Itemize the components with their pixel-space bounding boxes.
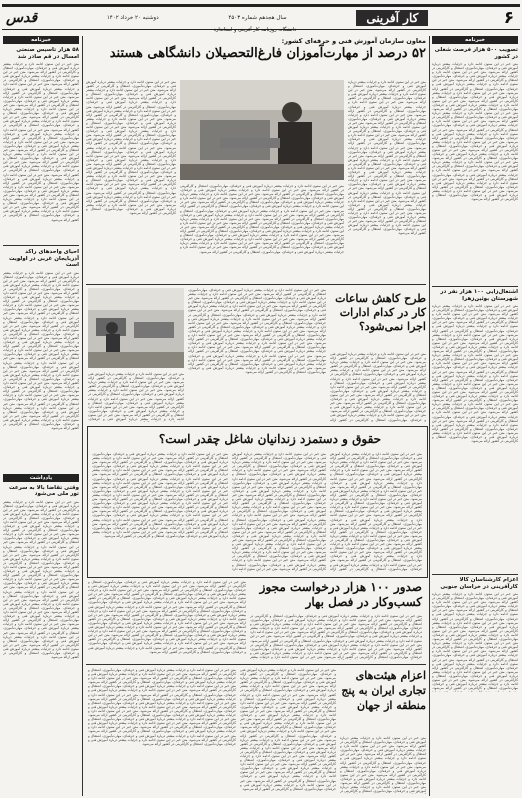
divider (86, 284, 426, 285)
masthead-subtitle: دانشگاه، روزنامه کار آفرینی و استاندارد (213, 27, 297, 33)
right-item2-body: متن خبر در این ستون ادامه دارد و جزئیات بیشتر درباره آموزش فنی و حرفه‌ای، مهارت‌آموزی، اشتغال و کارآفرینی در کشور ارائه می‌شود. متن خبر در این ستون ادامه دارد و جزئیات بیشتر درباره آموزش فنی و حرفه‌ای، مهارت‌آموزی، اشتغال و کارآفرینی در کشور ارائه می‌شود. متن خبر در این ستون ادامه دارد و جزئیات بیشتر درباره آموزش فنی و حرفه‌ای، مهارت‌آموزی، اشتغال و کارآفرینی در کشور ارائه می‌شود. متن خبر در این ستون ادامه دارد و جزئیات بیشتر درباره آموزش فنی و حرفه‌ای، مهارت‌آموزی، اشتغال و کارآفرینی در کشور ارائه می‌شود. متن خبر در این ستون ادامه دارد و جزئیات بیشتر درباره آموزش فنی و حرفه‌ای، مهارت‌آموزی، اشتغال و کارآفرینی در کشور ارائه می‌شود. متن خبر در این ستون ادامه دارد و جزئیات بیشتر درباره آموزش فنی و حرفه‌ای، مهارت‌آموزی، اشتغال و کارآفرینی در کشور ارائه می‌شود. متن خبر در این ستون ادامه دارد و جزئیات بیشتر درباره آموزش فنی و حرفه‌ای، مهارت‌آموزی، اشتغال و کارآفرینی در کشور ارائه می‌شود. متن خبر در این ستون ادامه دارد و جزئیات بیشتر درباره آموزش فنی و حرفه‌ای، مهارت‌آموزی، اشتغال و کارآفرینی در کشور ارائه می‌شود. متن خبر در این ستون ادامه دارد و جزئیات بیشتر درباره آموزش فنی و حرفه‌ای، مهارت‌آموزی، اشتغال و کارآفرینی در کشور ارائه می‌شود. متن خبر در این ستون ادامه دارد و جزئیات بیشتر درباره آموزش فنی و حرفه‌ای، مهارت‌آموزی، اشتغال و کارآفرینی در کشور ارائه می‌شود. متن خبر در این ستون ادامه دارد و جزئیات بیشتر درباره آموزش فنی و حرفه‌ای، مهارت‌آموزی، اشتغال و کارآفرینی در کشور ارائه می‌شود. متن خبر در این ستون ادامه دارد و جزئیات بیشتر درباره آموزش فنی و حرفه‌ای، مهارت‌آموزی، اشتغال و کارآفرینی در کشور ارائه می‌شود. متن خبر در این ستون ادامه دارد و جزئیات بیشتر درباره آموزش فنی و حرفه‌ای، مهارت‌آموزی، اشتغال و کارآفرینی در کشور ارائه می‌شود. متن خبر در این ستون ادامه دارد و جزئیات بیشتر درباره آموزش فنی و حرفه‌ای، مهارت‌آموزی، اشتغال و کارآفرینی در کشور ارائه می‌شود. (432, 304, 518, 444)
section-title: کار آفرینی (356, 10, 428, 26)
right-item1-title: تصویب ۵۰۰ هزار فرصت شغلی در کشور (434, 47, 518, 60)
left-item3-body: متن خبر در این ستون ادامه دارد و جزئیات بیشتر درباره آموزش فنی و حرفه‌ای، مهارت‌آموزی، اشتغال و کارآفرینی در کشور ارائه می‌شود. متن خبر در این ستون ادامه دارد و جزئیات بیشتر درباره آموزش فنی و حرفه‌ای، مهارت‌آموزی، اشتغال و کارآفرینی در کشور ارائه می‌شود. متن خبر در این ستون ادامه دارد و جزئیات بیشتر درباره آموزش فنی و حرفه‌ای، مهارت‌آموزی، اشتغال و کارآفرینی در کشور ارائه می‌شود. متن خبر در این ستون ادامه دارد و جزئیات بیشتر درباره آموزش فنی و حرفه‌ای، مهارت‌آموزی، اشتغال و کارآفرینی در کشور ارائه می‌شود. متن خبر در این ستون ادامه دارد و جزئیات بیشتر درباره آموزش فنی و حرفه‌ای، مهارت‌آموزی، اشتغال و کارآفرینی در کشور ارائه می‌شود. متن خبر در این ستون ادامه دارد و جزئیات بیشتر درباره آموزش فنی و حرفه‌ای، مهارت‌آموزی، اشتغال و کارآفرینی در کشور ارائه می‌شود. متن خبر در این ستون ادامه دارد و جزئیات بیشتر درباره آموزش فنی و حرفه‌ای، مهارت‌آموزی، اشتغال و کارآفرینی در کشور ارائه می‌شود. متن خبر در این ستون ادامه دارد و جزئیات بیشتر درباره آموزش فنی و حرفه‌ای، مهارت‌آموزی، اشتغال و کارآفرینی در کشور ارائه می‌شود. متن خبر در این ستون ادامه دارد و جزئیات بیشتر درباره آموزش فنی و حرفه‌ای، مهارت‌آموزی، اشتغال و کارآفرینی در کشور ارائه می‌شود. متن خبر در این ستون ادامه دارد و جزئیات بیشتر درباره آموزش فنی و حرفه‌ای، مهارت‌آموزی، اشتغال و کارآفرینی در کشور ارائه می‌شود. متن خبر در این ستون ادامه دارد و جزئیات بیشتر درباره آموزش فنی و حرفه‌ای، مهارت‌آموزی، اشتغال و کارآفرینی در کشور ارائه می‌شود. متن خبر در این ستون ادامه دارد و جزئیات بیشتر درباره آموزش فنی و حرفه‌ای، مهارت‌آموزی، اشتغال و کارآفرینی در کشور ارائه می‌شود. متن خبر در این ستون ادامه دارد و جزئیات بیشتر درباره آموزش فنی و حرفه‌ای، مهارت‌آموزی، اشتغال و کارآفرینی در کشور ارائه می‌شود. متن خبر در این ستون ادامه دارد و جزئیات بیشتر درباره آموزش فنی و حرفه‌ای، مهارت‌آموزی، اشتغال و کارآفرینی در کشور ارائه می‌شود. (3, 499, 79, 660)
story2-body-col3: متن خبر در این ستون ادامه دارد و جزئیات بیشتر درباره آموزش فنی و حرفه‌ای، مهارت‌آموزی، اشتغال و کارآفرینی در کشور ارائه می‌شود. متن خبر در این ستون ادامه دارد و جزئیات بیشتر درباره آموزش فنی و حرفه‌ای، مهارت‌آموزی، اشتغال و کارآفرینی در کشور ارائه می‌شود. متن خبر در این ستون ادامه دارد و جزئیات بیشتر درباره آموزش فنی و حرفه‌ای، مهارت‌آموزی، اشتغال و کارآفرینی در کشور ارائه می‌شود. متن خبر در این ستون ادامه دارد و جزئیات بیشتر درباره آموزش فنی و حرفه‌ای، مهارت‌آموزی، اشتغال و کارآفرینی در کشور ارائه می‌شود. متن خبر در این ستون ادامه دارد و جزئیات بیشتر درباره آموزش فنی و حرفه‌ای، مهارت‌آموزی، اشتغال و کارآفرینی در کشور ارائه می‌شود. متن خبر در این ستون ادامه دارد و جزئیات بیشتر درباره آموزش فنی و حرفه‌ای، مهارت‌آموزی، اشتغال و کارآفرینی در کشور ارائه می‌شود. متن خبر در این ستون ادامه دارد و جزئیات بیشتر درباره آموزش فنی و حرفه‌ای، مهارت‌آموزی، اشتغال و کارآفرینی در کشور ارائه می‌شود. متن خبر در این ستون ادامه دارد و جزئیات بیشتر درباره آموزش فنی و حرفه‌ای، مهارت‌آموزی، اشتغال و کارآفرینی در کشور ارائه (330, 352, 426, 422)
divider (3, 245, 79, 246)
lead-kicker: معاون سازمان آموزش فنی و حرفه‌ای کشور: (281, 37, 426, 45)
divider (86, 664, 426, 665)
page-number: ۶ (503, 8, 515, 28)
right-item3-body: متن خبر در این ستون ادامه دارد و جزئیات بیشتر درباره آموزش فنی و حرفه‌ای، مهارت‌آموزی، اشتغال و کارآفرینی در کشور ارائه می‌شود. متن خبر در این ستون ادامه دارد و جزئیات بیشتر درباره آموزش فنی و حرفه‌ای، مهارت‌آموزی، اشتغال و کارآفرینی در کشور ارائه می‌شود. متن خبر در این ستون ادامه دارد و جزئیات بیشتر درباره آموزش فنی و حرفه‌ای، مهارت‌آموزی، اشتغال و کارآفرینی در کشور ارائه می‌شود. متن خبر در این ستون ادامه دارد و جزئیات بیشتر درباره آموزش فنی و حرفه‌ای، مهارت‌آموزی، اشتغال و کارآفرینی در کشور ارائه می‌شود. متن خبر در این ستون ادامه دارد و جزئیات بیشتر درباره آموزش فنی و حرفه‌ای، مهارت‌آموزی، اشتغال و کارآفرینی در کشور ارائه می‌شود. متن خبر در این ستون ادامه دارد و جزئیات بیشتر درباره آموزش فنی و حرفه‌ای، مهارت‌آموزی، اشتغال و کارآفرینی در کشور ارائه می‌شود. متن خبر در این ستون ادامه دارد و جزئیات بیشتر درباره آموزش فنی و حرفه‌ای، مهارت‌آموزی، اشتغال و کارآفرینی در کشور ارائه می‌شود. متن خبر در این ستون ادامه دارد و جزئیات بیشتر درباره آموزش فنی و حرفه‌ای، مهارت‌آموزی، اشتغال و کارآفرینی در کشور ارائه می‌شود. متن خبر در این ستون ادامه دارد و جزئیات بیشتر درباره آموزش فنی و حرفه‌ای، مهارت‌آموزی، اشتغال و کارآفرینی در کشور ارائه می‌شود. متن خبر در این ستون ادامه دارد و جزئیات بیشتر درباره آموزش فنی و حرفه‌ای، مهارت‌آموزی، اشتغال و کارآفرینی در کشور ارائه می‌شود. (432, 592, 518, 691)
story5-body-col3: متن خبر در این ستون ادامه دارد و جزئیات بیشتر درباره آموزش فنی و حرفه‌ای، مهارت‌آموزی، اشتغال و کارآفرینی در کشور ارائه می‌شود. متن خبر در این ستون ادامه دارد و جزئیات بیشتر درباره آموزش فنی و حرفه‌ای، مهارت‌آموزی، اشتغال و کارآفرینی در کشور ارائه می‌شود. متن خبر در این ستون ادامه دارد و جزئیات بیشتر درباره آموزش فنی و حرفه‌ای، مهارت‌آموزی، اشتغال و کارآفرینی در کشور ارائه می‌شود. متن خبر در این ستون ادامه دارد و جزئیات بیشتر درباره آموزش فنی و حرفه‌ای، مهارت‌آموزی، اشتغال و کارآفرینی در کشور ارائه می‌شود. متن خبر در این ستون ادامه دارد و جزئیات بیشتر درباره آموزش فنی و حرفه‌ای، مهارت‌آموزی، اشتغال و کارآفرینی در کشور ارائه می‌شود. متن خبر در این ستون ادامه دارد و جزئیات بیشتر درباره آموزش فنی و حرفه‌ای، مهارت‌آموزی، اشتغال و کارآفرینی در کشور ارائه می‌شود. متن خبر در این ستون ادامه دارد و جزئیات بیشتر درباره آموزش فنی و حرفه‌ای، مهارت‌آموزی، اشتغال و کارآفرینی در کشور ارائه می‌شود. متن خبر در این ستون ادامه دارد و جزئیات بیشتر درباره آموزش فنی و حرفه‌ای، مهارت‌آموزی، اشتغال و کارآفرینی در کشور ارائه می‌شود. متن خبر در این ستون ادامه دارد و جزئیات بیشتر درباره آموزش فنی و حرفه‌ای، مهارت‌آموزی، اشتغال و کارآفرینی در کشور ارائه می‌شود. متن خبر در این ستون ادامه دارد و جزئیات بیشتر درباره آموزش فنی و حرفه‌ای، مهارت‌آموزی، اشتغال و کارآفرینی در کشور ارائه می‌شود. متن خبر در این ستون ادامه دارد و جزئیات بیشتر درباره آموزش فنی و حرفه‌ای، مهارت‌آموزی، اشتغال و کارآفرینی در کشور ارائه می‌شود. متن خبر در این ستون ادامه دارد و جزئیات بیشتر درباره آموزش فنی و حرفه‌ای، مهارت‌آموزی، اشتغال و کارآفرینی در کشور ارائه می‌شود. متن خبر در این ستون ادامه دارد و جزئیات بیشتر درباره آموزش فنی و حرفه‌ای، مهارت‌آموزی، اشتغال و کارآفرینی در کشور ارائه می‌شود. متن خبر در این ستون ادامه دارد و جزئیات بیشتر درباره آموزش فنی و حرفه‌ای، مهارت‌آموزی، اشتغال و کارآفرینی در کشور ارائه می‌شود. (88, 668, 236, 746)
story5-headline: اعزام هیئت‌های تجاری ایران به پنج منطقه از جهان (341, 669, 426, 712)
story5-body-col2: متن خبر در این ستون ادامه دارد و جزئیات بیشتر درباره آموزش فنی و حرفه‌ای، مهارت‌آموزی، اشتغال و کارآفرینی در کشور ارائه می‌شود. متن خبر در این ستون ادامه دارد و جزئیات بیشتر درباره آموزش فنی و حرفه‌ای، مهارت‌آموزی، اشتغال و کارآفرینی در کشور ارائه می‌شود. متن خبر در این ستون ادامه دارد و جزئیات بیشتر درباره آموزش فنی و حرفه‌ای، مهارت‌آموزی، اشتغال و کارآفرینی در کشور ارائه می‌شود. متن خبر در این ستون ادامه دارد و جزئیات بیشتر درباره آموزش فنی و حرفه‌ای، مهارت‌آموزی، اشتغال و کارآفرینی در کشور ارائه می‌شود. متن خبر در این ستون ادامه دارد و جزئیات بیشتر درباره آموزش فنی و حرفه‌ای، مهارت‌آموزی، اشتغال و کارآفرینی در کشور ارائه می‌شود. متن خبر در این ستون ادامه دارد و جزئیات بیشتر درباره آموزش فنی و حرفه‌ای، مهارت‌آموزی، اشتغال و کارآفرینی در کشور ارائه می‌شود. متن خبر در این ستون ادامه دارد و جزئیات بیشتر درباره آموزش فنی و حرفه‌ای، مهارت‌آموزی، اشتغال و کارآفرینی در کشور ارائه می‌شود. متن خبر در این ستون ادامه دارد و جزئیات بیشتر درباره آموزش فنی و حرفه‌ای، مهارت‌آموزی، اشتغال و کارآفرینی در کشور ارائه می‌شود. متن خبر در این ستون ادامه دارد و جزئیات بیشتر درباره آموزش فنی و حرفه‌ای، مهارت‌آموزی، اشتغال و کارآفرینی در کشور ارائه می‌شود. متن خبر در این ستون ادامه دارد و جزئیات بیشتر درباره آموزش فنی و حرفه‌ای، مهارت‌آموزی، اشتغال و کارآفرینی در کشور ارائه می‌شود. متن خبر در این ستون ادامه دارد و جزئیات بیشتر درباره آموزش فنی و حرفه‌ای، مهارت‌آموزی، اشتغال و کارآفرینی در کشور ارائه می‌شود. متن خبر در این ستون ادامه دارد و جزئیات بیشتر درباره آموزش فنی و حرفه‌ای، مهارت‌آموزی، اشتغال و کارآفرینی در کشور ارائه می‌شود. متن خبر در این ستون ادامه دارد و جزئیات بیشتر درباره آموزش فنی و حرفه‌ای، مهارت‌آموزی، اشتغال و کارآفرینی در کشور ارائه می‌شود. متن خبر در این ستون ادامه دارد و جزئیات بیشتر درباره آموزش فنی و حرفه‌ای، مهارت‌آموزی، اشتغال و کارآفرینی در کشور ارائه می‌شود. (240, 668, 336, 791)
left-item1-body: متن خبر در این ستون ادامه دارد و جزئیات بیشتر درباره آموزش فنی و حرفه‌ای، مهارت‌آموزی، اشتغال و کارآفرینی در کشور ارائه می‌شود. متن خبر در این ستون ادامه دارد و جزئیات بیشتر درباره آموزش فنی و حرفه‌ای، مهارت‌آموزی، اشتغال و کارآفرینی در کشور ارائه می‌شود. متن خبر در این ستون ادامه دارد و جزئیات بیشتر درباره آموزش فنی و حرفه‌ای، مهارت‌آموزی، اشتغال و کارآفرینی در کشور ارائه می‌شود. متن خبر در این ستون ادامه دارد و جزئیات بیشتر درباره آموزش فنی و حرفه‌ای، مهارت‌آموزی، اشتغال و کارآفرینی در کشور ارائه می‌شود. متن خبر در این ستون ادامه دارد و جزئیات بیشتر درباره آموزش فنی و حرفه‌ای، مهارت‌آموزی، اشتغال و کارآفرینی در کشور ارائه می‌شود. متن خبر در این ستون ادامه دارد و جزئیات بیشتر درباره آموزش فنی و حرفه‌ای، مهارت‌آموزی، اشتغال و کارآفرینی در کشور ارائه می‌شود. متن خبر در این ستون ادامه دارد و جزئیات بیشتر درباره آموزش فنی و حرفه‌ای، مهارت‌آموزی، اشتغال و کارآفرینی در کشور ارائه می‌شود. متن خبر در این ستون ادامه دارد و جزئیات بیشتر درباره آموزش فنی و حرفه‌ای، مهارت‌آموزی، اشتغال و کارآفرینی در کشور ارائه می‌شود. متن خبر در این ستون ادامه دارد و جزئیات بیشتر درباره آموزش فنی و حرفه‌ای، مهارت‌آموزی، اشتغال و کارآفرینی در کشور ارائه می‌شود. متن خبر در این ستون ادامه دارد و جزئیات بیشتر درباره آموزش فنی و حرفه‌ای، مهارت‌آموزی، اشتغال و کارآفرینی در کشور ارائه می‌شود. متن خبر در این ستون ادامه دارد و جزئیات بیشتر درباره آموزش فنی و حرفه‌ای، مهارت‌آموزی، اشتغال و کارآفرینی در کشور ارائه می‌شود. متن خبر در این ستون ادامه دارد و جزئیات بیشتر درباره آموزش فنی و حرفه‌ای، مهارت‌آموزی، اشتغال و کارآفرینی در کشور ارائه می‌شود. متن خبر در این ستون ادامه دارد و جزئیات بیشتر درباره آموزش فنی و حرفه‌ای، مهارت‌آموزی، اشتغال و کارآفرینی در کشور ارائه می‌شود. متن خبر در این ستون ادامه دارد و جزئیات بیشتر درباره آموزش فنی و حرفه‌ای، مهارت‌آموزی، اشتغال و کارآفرینی در کشور ارائه می‌شود. (3, 62, 79, 222)
left-item3-title: وقتی تقاضا بالا به سرعت تور ملی می‌شود (9, 484, 79, 497)
story2-headline: طرح کاهش ساعات کار در کدام ادارات اجرا نمی‌شود؟ (335, 292, 426, 333)
lead-headline: ۵۲ درصد از مهارت‌آموزان فارغ‌التحصیلان دانشگاهی هستند (109, 46, 426, 61)
workshop-photo-icon (180, 80, 344, 180)
story4-body-col1: متن خبر در این ستون ادامه دارد و جزئیات بیشتر درباره آموزش فنی و حرفه‌ای، مهارت‌آموزی، اشتغال و کارآفرینی در کشور ارائه می‌شود. متن خبر در این ستون ادامه دارد و جزئیات بیشتر درباره آموزش فنی و حرفه‌ای، مهارت‌آموزی، اشتغال و کارآفرینی در کشور ارائه می‌شود. متن خبر در این ستون ادامه دارد و جزئیات بیشتر درباره آموزش فنی و حرفه‌ای، مهارت‌آموزی، اشتغال و کارآفرینی در کشور ارائه می‌شود. متن خبر در این ستون ادامه دارد و جزئیات بیشتر درباره آموزش فنی و حرفه‌ای، مهارت‌آموزی، اشتغال و کارآفرینی در کشور ارائه می‌شود. متن خبر در این ستون ادامه دارد و جزئیات بیشتر درباره آموزش فنی و حرفه‌ای، مهارت‌آموزی، اشتغال و کارآفرینی در کشور ارائه می‌شود. متن خبر در این ستون ادامه دارد و جزئیات بیشتر درباره آموزش فنی و حرفه‌ای، مهارت‌آموزی، اشتغال و کارآفرینی در کشور ارائه می‌شود. متن خبر در این ستون ادامه دارد و جزئیات بیشتر درباره آموزش فنی و حرفه‌ای، مهارت‌آموزی، اشتغال و کارآفرینی در کشور ارائه می‌شود. متن خبر در این ستون ادامه دارد و جزئیات بیشتر درباره آموزش فنی و حرفه‌ای، مهارت‌آموزی، اشتغال و کارآفرینی در کشور ارائه می‌شود. متن خبر در این ستون ادامه دارد و جزئیات بیشتر درباره آموزش فنی و حرفه‌ای، مهارت‌آموزی، اشتغال و کارآفرینی در کشور ارائه می‌شود. متن خبر در این ستون ادامه دارد و جزئیات بیشتر (250, 614, 422, 659)
lead-body-col3: متن خبر در این ستون ادامه دارد و جزئیات بیشتر درباره آموزش فنی و حرفه‌ای، مهارت‌آموزی، اشتغال و کارآفرینی در کشور ارائه می‌شود. متن خبر در این ستون ادامه دارد و جزئیات بیشتر درباره آموزش فنی و حرفه‌ای، مهارت‌آموزی، اشتغال و کارآفرینی در کشور ارائه می‌شود. متن خبر در این ستون ادامه دارد و جزئیات بیشتر درباره آموزش فنی و حرفه‌ای، مهارت‌آموزی، اشتغال و کارآفرینی در کشور ارائه می‌شود. متن خبر در این ستون ادامه دارد و جزئیات بیشتر درباره آموزش فنی و حرفه‌ای، مهارت‌آموزی، اشتغال و کارآفرینی در کشور ارائه می‌شود. متن خبر در این ستون ادامه دارد و جزئیات بیشتر درباره آموزش فنی و حرفه‌ای، مهارت‌آموزی، اشتغال و کارآفرینی در کشور ارائه می‌شود. متن خبر در این ستون ادامه دارد و جزئیات بیشتر درباره آموزش فنی و حرفه‌ای، مهارت‌آموزی، اشتغال و کارآفرینی در کشور ارائه می‌شود. متن خبر در این ستون ادامه دارد و جزئیات بیشتر درباره آموزش فنی و حرفه‌ای، مهارت‌آموزی، اشتغال و کارآفرینی در کشور ارائه می‌شود. متن خبر در این ستون ادامه دارد و جزئیات بیشتر درباره آموزش فنی و حرفه‌ای، مهارت‌آموزی، اشتغال و کارآفرینی در کشور ارائه می‌شود. متن خبر در این ستون ادامه دارد و جزئیات بیشتر درباره آموزش فنی و حرفه‌ای، مهارت‌آموزی، اشتغال و کارآفرینی در کشور ارائه می‌شود. متن خبر در این ستون ادامه دارد و جزئیات بیشتر درباره آموزش فنی و حرفه‌ای، مهارت‌آموزی، اشتغال و کارآفرینی در کشور ارائه می‌شود. متن خبر در این ستون ادامه دارد و جزئیات بیشتر درباره آموزش فنی و حرفه‌ای، مهارت‌آموزی، اشتغال و کارآفرینی در کشور ارائه می‌شود. متن خبر در این ستون ادامه دارد و جزئیات بیشتر درباره آموزش فنی و حرفه‌ای، مهارت‌آموزی، اشتغال و کارآفرینی در کشور ارائه می‌شود. متن خبر در این ستون ادامه دارد و جزئیات بیشتر درباره آموزش فنی و حرفه‌ای، مهارت‌آموزی، اشتغال و کارآفرینی در کشور ارائه می‌شود. متن خبر در این ستون ادامه دارد و جزئیات بیشتر درباره آموزش فنی و حرفه‌ای، مهارت‌آموزی، اشتغال و کارآفرینی در کشور ارائه می‌شود. (180, 184, 344, 254)
right-item1-body: متن خبر در این ستون ادامه دارد و جزئیات بیشتر درباره آموزش فنی و حرفه‌ای، مهارت‌آموزی، اشتغال و کارآفرینی در کشور ارائه می‌شود. متن خبر در این ستون ادامه دارد و جزئیات بیشتر درباره آموزش فنی و حرفه‌ای، مهارت‌آموزی، اشتغال و کارآفرینی در کشور ارائه می‌شود. متن خبر در این ستون ادامه دارد و جزئیات بیشتر درباره آموزش فنی و حرفه‌ای، مهارت‌آموزی، اشتغال و کارآفرینی در کشور ارائه می‌شود. متن خبر در این ستون ادامه دارد و جزئیات بیشتر درباره آموزش فنی و حرفه‌ای، مهارت‌آموزی، اشتغال و کارآفرینی در کشور ارائه می‌شود. متن خبر در این ستون ادامه دارد و جزئیات بیشتر درباره آموزش فنی و حرفه‌ای، مهارت‌آموزی، اشتغال و کارآفرینی در کشور ارائه می‌شود. متن خبر در این ستون ادامه دارد و جزئیات بیشتر درباره آموزش فنی و حرفه‌ای، مهارت‌آموزی، اشتغال و کارآفرینی در کشور ارائه می‌شود. متن خبر در این ستون ادامه دارد و جزئیات بیشتر درباره آموزش فنی و حرفه‌ای، مهارت‌آموزی، اشتغال و کارآفرینی در کشور ارائه می‌شود. متن خبر در این ستون ادامه دارد و جزئیات بیشتر درباره آموزش فنی و حرفه‌ای، مهارت‌آموزی، اشتغال و کارآفرینی در کشور ارائه می‌شود. متن خبر در این ستون ادامه دارد و جزئیات بیشتر درباره آموزش فنی و حرفه‌ای، مهارت‌آموزی، اشتغال و کارآفرینی در کشور ارائه می‌شود. متن خبر در این ستون ادامه دارد و جزئیات بیشتر درباره آموزش فنی و حرفه‌ای، مهارت‌آموزی، اشتغال و کارآفرینی در کشور ارائه می‌شود. متن خبر در این ستون ادامه دارد و جزئیات بیشتر درباره آموزش فنی و حرفه‌ای، مهارت‌آموزی، اشتغال و کارآفرینی در کشور ارائه می‌شود. متن خبر در این ستون ادامه دارد و جزئیات بیشتر درباره آموزش فنی و حرفه‌ای، مهارت‌آموزی، اشتغال و کارآفرینی در کشور ارائه می‌شود. متن خبر در این ستون ادامه دارد و جزئیات بیشتر درباره آموزش فنی و حرفه‌ای، مهارت‌آموزی، اشتغال و کارآفرینی در کشور ارائه می‌شود. متن خبر در این ستون ادامه دارد و جزئیات بیشتر درباره آموزش فنی و حرفه‌ای، مهارت‌آموزی، اشتغال و کارآفرینی در کشور ارائه می‌شود. (432, 62, 518, 202)
right-item2-title: اشتغال‌زایی ۱۰۰ هزار نفر در شهرستان بوئین‌زهرا (440, 289, 518, 302)
left-sidebar-label2: یادداشت (3, 474, 79, 482)
office-photo-icon (88, 288, 184, 368)
left-sidebar (3, 36, 79, 796)
issue-info: سال هجدهم شماره ۴۵۰۳ (228, 15, 287, 21)
divider (432, 286, 518, 287)
issue-date: دوشنبه ۲۰ خرداد ۱۴۰۲ (106, 15, 159, 21)
left-item2-body: متن خبر در این ستون ادامه دارد و جزئیات بیشتر درباره آموزش فنی و حرفه‌ای، مهارت‌آموزی، اشتغال و کارآفرینی در کشور ارائه می‌شود. متن خبر در این ستون ادامه دارد و جزئیات بیشتر درباره آموزش فنی و حرفه‌ای، مهارت‌آموزی، اشتغال و کارآفرینی در کشور ارائه می‌شود. متن خبر در این ستون ادامه دارد و جزئیات بیشتر درباره آموزش فنی و حرفه‌ای، مهارت‌آموزی، اشتغال و کارآفرینی در کشور ارائه می‌شود. متن خبر در این ستون ادامه دارد و جزئیات بیشتر درباره آموزش فنی و حرفه‌ای، مهارت‌آموزی، اشتغال و کارآفرینی در کشور ارائه می‌شود. متن خبر در این ستون ادامه دارد و جزئیات بیشتر درباره آموزش فنی و حرفه‌ای، مهارت‌آموزی، اشتغال و کارآفرینی در کشور ارائه می‌شود. متن خبر در این ستون ادامه دارد و جزئیات بیشتر درباره آموزش فنی و حرفه‌ای، مهارت‌آموزی، اشتغال و کارآفرینی در کشور ارائه می‌شود. متن خبر در این ستون ادامه دارد و جزئیات بیشتر درباره آموزش فنی و حرفه‌ای، مهارت‌آموزی، اشتغال و کارآفرینی در کشور ارائه می‌شود. متن خبر در این ستون ادامه دارد و جزئیات بیشتر درباره آموزش فنی و حرفه‌ای، مهارت‌آموزی، اشتغال و کارآفرینی در کشور ارائه می‌شود. متن خبر در این ستون ادامه دارد و جزئیات بیشتر درباره آموزش فنی و حرفه‌ای، مهارت‌آموزی، اشتغال و کارآفرینی در کشور ارائه می‌شود. متن خبر در این ستون ادامه دارد و جزئیات بیشتر درباره آموزش فنی و حرفه‌ای، مهارت‌آموزی، اشتغال و کارآفرینی در کشور ارائه می‌شود. متن خبر در این ستون ادامه دارد و جزئیات بیشتر درباره آموزش فنی و حرفه‌ای، مهارت‌آموزی، اشتغال و کارآفرینی در کشور ارائه می‌شود. متن خبر در این ستون ادامه دارد و جزئیات بیشتر درباره آموزش فنی و حرفه‌ای، مهارت‌آموزی، اشتغال و کارآفرینی در کشور ارائه می‌شود. متن خبر در این ستون ادامه دارد و جزئیات بیشتر درباره آموزش فنی و حرفه‌ای، مهارت‌آموزی، اشتغال و کارآفرینی در کشور ارائه می‌شود. متن خبر در این ستون ادامه دارد و جزئیات بیشتر درباره آموزش فنی و حرفه‌ای، مهارت‌آموزی، اشتغال و کارآفرینی در کشور ارائه می‌شود. (3, 270, 79, 431)
column-rule (429, 36, 430, 796)
story5-body-col1: متن خبر در این ستون ادامه دارد و جزئیات بیشتر درباره آموزش فنی و حرفه‌ای، مهارت‌آموزی، اشتغال و کارآفرینی در کشور ارائه می‌شود. متن خبر در این ستون ادامه دارد و جزئیات بیشتر درباره آموزش فنی و حرفه‌ای، مهارت‌آموزی، اشتغال و کارآفرینی در کشور ارائه می‌شود. متن خبر در این ستون ادامه دارد و جزئیات بیشتر درباره آموزش فنی و حرفه‌ای، مهارت‌آموزی، اشتغال و کارآفرینی در کشور ارائه می‌شود. متن خبر در این ستون ادامه دارد و جزئیات بیشتر درباره آموزش فنی و حرفه‌ای، مهارت‌آموزی، اشتغال و کارآفرینی در کشور ارائه می‌شود. متن خبر در این ستون ادامه دارد و جزئیات بیشتر درباره آموزش فنی و حرفه‌ای، مهارت‌آموزی، اشتغال و کارآفرینی در کشور ارائه می‌شود. متن خبر در این ستون ادامه دارد و جزئیات بیشتر درباره آموزش فنی و حرفه‌ای، مهارت‌آموزی، اشتغال و کارآفرینی در (340, 736, 426, 794)
story4-headline: صدور ۱۰۰ هزار درخواست مجوز کسب‌وکار در فصل بهار (259, 580, 422, 609)
left-item2-title: احیای واحدهای راکد آذربایجان غربی در اولویت است (8, 249, 79, 268)
lead-photo (180, 80, 344, 180)
right-item3-title: اعزام کارشناسان کالا کارآفرینی در خراسان جنوبی (440, 577, 518, 590)
left-sidebar-label: خبرنامه (3, 36, 79, 44)
office-photo (88, 288, 184, 368)
left-item1-title: ۵۸ هزار تاسیس صنعتی امسال در قم صادر شد (16, 47, 79, 60)
story3-body-col1: متن خبر در این ستون ادامه دارد و جزئیات بیشتر درباره آموزش فنی و حرفه‌ای، مهارت‌آموزی، اشتغال و کارآفرینی در کشور ارائه می‌شود. متن خبر در این ستون ادامه دارد و جزئیات بیشتر درباره آموزش فنی و حرفه‌ای، مهارت‌آموزی، اشتغال و کارآفرینی در کشور ارائه می‌شود. متن خبر در این ستون ادامه دارد و جزئیات بیشتر درباره آموزش فنی و حرفه‌ای، مهارت‌آموزی، اشتغال و کارآفرینی در کشور ارائه می‌شود. متن خبر در این ستون ادامه دارد و جزئیات بیشتر درباره آموزش فنی و حرفه‌ای، مهارت‌آموزی، اشتغال و کارآفرینی در کشور ارائه می‌شود. متن خبر در این ستون ادامه دارد و جزئیات بیشتر درباره آموزش فنی و حرفه‌ای، مهارت‌آموزی، اشتغال و کارآفرینی در کشور ارائه می‌شود. متن خبر در این ستون ادامه دارد و جزئیات بیشتر درباره آموزش فنی و حرفه‌ای، مهارت‌آموزی، اشتغال و کارآفرینی در کشور ارائه می‌شود. متن خبر در این ستون ادامه دارد و جزئیات بیشتر درباره آموزش فنی و حرفه‌ای، مهارت‌آموزی، اشتغال و کارآفرینی در کشور ارائه می‌شود. متن خبر در این ستون ادامه دارد و جزئیات بیشتر درباره آموزش فنی و حرفه‌ای، مهارت‌آموزی، اشتغال و کارآفرینی در کشور ارائه می‌شود. متن خبر در این ستون ادامه دارد و جزئیات بیشتر درباره آموزش فنی و حرفه‌ای، مهارت‌آموزی، اشتغال و کارآفرینی در کشور ارائه می‌شود. متن خبر در این ستون ادامه دارد و جزئیات بیشتر درباره آموزش فنی و حرفه‌ای، مهارت‌آموزی، اشتغال و کارآفرینی در کشور ارائه می‌شود. متن خبر در این ستون ادامه دارد و جزئیات بیشتر درباره آموزش فنی و حرفه‌ای، مهارت‌آموزی، اشتغال و کارآفرینی در کشور ارائه می‌شود. متن خبر در این ستون ادامه دارد و جزئیات بیشتر درباره آموزش فنی و حرفه‌ای، مهارت‌آموزی، اشتغال و کارآفرینی در کشور ارائه می‌شود. متن خبر در این ستون ادامه دارد و جزئیات بیشتر درباره آموزش فنی و حرفه‌ای، مهارت‌آموزی، اشتغال و کارآفرینی در کشور ارائه (330, 452, 422, 571)
right-sidebar (432, 36, 518, 691)
story3-body-col2: متن خبر در این ستون ادامه دارد و جزئیات بیشتر درباره آموزش فنی و حرفه‌ای، مهارت‌آموزی، اشتغال و کارآفرینی در کشور ارائه می‌شود. متن خبر در این ستون ادامه دارد و جزئیات بیشتر درباره آموزش فنی و حرفه‌ای، مهارت‌آموزی، اشتغال و کارآفرینی در کشور ارائه می‌شود. متن خبر در این ستون ادامه دارد و جزئیات بیشتر درباره آموزش فنی و حرفه‌ای، مهارت‌آموزی، اشتغال و کارآفرینی در کشور ارائه می‌شود. متن خبر در این ستون ادامه دارد و جزئیات بیشتر درباره آموزش فنی و حرفه‌ای، مهارت‌آموزی، اشتغال و کارآفرینی در کشور ارائه می‌شود. متن خبر در این ستون ادامه دارد و جزئیات بیشتر درباره آموزش فنی و حرفه‌ای، مهارت‌آموزی، اشتغال و کارآفرینی در کشور ارائه می‌شود. متن خبر در این ستون ادامه دارد و جزئیات بیشتر درباره آموزش فنی و حرفه‌ای، مهارت‌آموزی، اشتغال و کارآفرینی در کشور ارائه می‌شود. متن خبر در این ستون ادامه دارد و جزئیات بیشتر درباره آموزش فنی و حرفه‌ای، مهارت‌آموزی، اشتغال و کارآفرینی در کشور ارائه می‌شود. متن خبر در این ستون ادامه دارد و جزئیات بیشتر درباره آموزش فنی و حرفه‌ای، مهارت‌آموزی، اشتغال و کارآفرینی در کشور ارائه می‌شود. متن خبر در این ستون ادامه دارد و جزئیات بیشتر درباره آموزش فنی و حرفه‌ای، مهارت‌آموزی، اشتغال و کارآفرینی در کشور ارائه می‌شود. متن خبر در این ستون ادامه دارد و جزئیات بیشتر درباره آموزش فنی و حرفه‌ای، مهارت‌آموزی، اشتغال و کارآفرینی در کشور ارائه می‌شود. متن خبر در این ستون ادامه دارد و جزئیات بیشتر درباره آموزش فنی و حرفه‌ای، مهارت‌آموزی، اشتغال و کارآفرینی در کشور ارائه می‌شود. متن خبر در این ستون ادامه دارد و جزئیات بیشتر درباره آموزش فنی و حرفه‌ای، مهارت‌آموزی، اشتغال و کارآفرینی در کشور ارائه می‌شود. متن خبر در این ستون ادامه دارد و جزئیات بیشتر درباره آموزش فنی و حرفه‌ای، مهارت‌آموزی، اشتغال و کارآفرینی در کشور ارائه می‌شود. متن خبر در این ستون ادامه دارد (232, 452, 326, 571)
divider (432, 574, 518, 575)
lead-body-col1: متن خبر در این ستون ادامه دارد و جزئیات بیشتر درباره آموزش فنی و حرفه‌ای، مهارت‌آموزی، اشتغال و کارآفرینی در کشور ارائه می‌شود. متن خبر در این ستون ادامه دارد و جزئیات بیشتر درباره آموزش فنی و حرفه‌ای، مهارت‌آموزی، اشتغال و کارآفرینی در کشور ارائه می‌شود. متن خبر در این ستون ادامه دارد و جزئیات بیشتر درباره آموزش فنی و حرفه‌ای، مهارت‌آموزی، اشتغال و کارآفرینی در کشور ارائه می‌شود. متن خبر در این ستون ادامه دارد و جزئیات بیشتر درباره آموزش فنی و حرفه‌ای، مهارت‌آموزی، اشتغال و کارآفرینی در کشور ارائه می‌شود. متن خبر در این ستون ادامه دارد و جزئیات بیشتر درباره آموزش فنی و حرفه‌ای، مهارت‌آموزی، اشتغال و کارآفرینی در کشور ارائه می‌شود. متن خبر در این ستون ادامه دارد و جزئیات بیشتر درباره آموزش فنی و حرفه‌ای، مهارت‌آموزی، اشتغال و کارآفرینی در کشور ارائه می‌شود. متن خبر در این ستون ادامه دارد و جزئیات بیشتر درباره آموزش فنی و حرفه‌ای، مهارت‌آموزی، اشتغال و کارآفرینی در کشور ارائه می‌شود. متن خبر در این ستون ادامه دارد و جزئیات بیشتر درباره آموزش فنی و حرفه‌ای، مهارت‌آموزی، اشتغال و کارآفرینی در کشور ارائه می‌شود. متن خبر در این ستون ادامه دارد و جزئیات بیشتر درباره آموزش فنی و حرفه‌ای، مهارت‌آموزی، اشتغال و کارآفرینی در کشور ارائه می‌شود. متن خبر در این ستون ادامه دارد و جزئیات بیشتر درباره آموزش فنی و حرفه‌ای، مهارت‌آموزی، اشتغال و کارآفرینی در کشور ارائه می‌شود. متن خبر در این ستون ادامه دارد و جزئیات بیشتر درباره آموزش فنی و حرفه‌ای، مهارت‌آموزی، اشتغال و کارآفرینی در کشور ارائه می‌شود. متن خبر در این ستون ادامه دارد و جزئیات بیشتر درباره آموزش فنی و حرفه‌ای، مهارت‌آموزی، اشتغال و کارآفرینی در کشور ارائه می‌شود. متن خبر در این ستون ادامه دارد و جزئیات بیشتر درباره آموزش فنی و حرفه‌ای، مهارت‌آموزی، اشتغال و کارآفرینی در کشور ارائه می‌شود. متن خبر در این ستون ادامه دارد و جزئیات بیشتر درباره آموزش فنی و حرفه‌ای، مهارت‌آموزی، اشتغال و کارآفرینی در کشور ارائه می‌شود. (348, 80, 426, 236)
newspaper-logo: قدس (6, 10, 38, 26)
story4-body-col2: متن خبر در این ستون ادامه دارد و جزئیات بیشتر درباره آموزش فنی و حرفه‌ای، مهارت‌آموزی، اشتغال و کارآفرینی در کشور ارائه می‌شود. متن خبر در این ستون ادامه دارد و جزئیات بیشتر درباره آموزش فنی و حرفه‌ای، مهارت‌آموزی، اشتغال و کارآفرینی در کشور ارائه می‌شود. متن خبر در این ستون ادامه دارد و جزئیات بیشتر درباره آموزش فنی و حرفه‌ای، مهارت‌آموزی، اشتغال و کارآفرینی در کشور ارائه می‌شود. متن خبر در این ستون ادامه دارد و جزئیات بیشتر درباره آموزش فنی و حرفه‌ای، مهارت‌آموزی، اشتغال و کارآفرینی در کشور ارائه می‌شود. متن خبر در این ستون ادامه دارد و جزئیات بیشتر درباره آموزش فنی و حرفه‌ای، مهارت‌آموزی، اشتغال و کارآفرینی در کشور ارائه می‌شود. متن خبر در این ستون ادامه دارد و جزئیات بیشتر درباره آموزش فنی و حرفه‌ای، مهارت‌آموزی، اشتغال و کارآفرینی در کشور ارائه می‌شود. متن خبر در این ستون ادامه دارد و جزئیات بیشتر درباره آموزش فنی و حرفه‌ای، مهارت‌آموزی، اشتغال و کارآفرینی در کشور ارائه می‌شود. متن خبر در این ستون ادامه دارد و جزئیات بیشتر درباره آموزش فنی و حرفه‌ای، مهارت‌آموزی، اشتغال و کارآفرینی در کشور ارائه می‌شود. متن خبر در این ستون ادامه دارد و جزئیات بیشتر درباره آموزش فنی و حرفه‌ای، مهارت‌آموزی، اشتغال و کارآفرینی در کشور ارائه می‌شود. متن خبر در این ستون ادامه دارد و جزئیات بیشتر درباره آموزش فنی و حرفه‌ای، مهارت‌آموزی، اشتغال و کارآفرینی در کشور ارائه می‌شود. متن خبر در این ستون ادامه دارد و جزئیات بیشتر درباره آموزش فنی و حرفه‌ای، مهارت‌آموزی، اشتغال و کارآفرینی در کشور ارائه می‌شود. متن خبر در این ستون ادامه دارد و جزئیات بیشتر درباره آموزش فنی و حرفه‌ای، مهارت‌آموزی، اشتغال و کارآفرینی در کشور ارائه می‌شود. متن خبر در این ستون ادامه دارد و جزئیات بیشتر درباره آموزش فنی و حرفه‌ای، مهارت‌آموزی، اشتغال و کارآفرینی در کشور ارائه می‌شود. متن خبر در این ستون ادامه دارد و جزئیات بیشتر درباره آموزش فنی و حرفه‌ای، مهارت‌آموزی، اشتغال و کارآفرینی در کشور ارائه می‌شود. (88, 580, 246, 654)
right-sidebar-label: خبرنامه (432, 36, 518, 44)
story2-body-col1: متن خبر در این ستون ادامه دارد و جزئیات بیشتر درباره آموزش فنی و حرفه‌ای، مهارت‌آموزی، اشتغال و کارآفرینی در کشور ارائه می‌شود. متن خبر در این ستون ادامه دارد و جزئیات بیشتر درباره آموزش فنی و حرفه‌ای، مهارت‌آموزی، اشتغال و کارآفرینی در کشور ارائه می‌شود. متن خبر در این ستون ادامه دارد و جزئیات بیشتر درباره آموزش فنی و حرفه‌ای، مهارت‌آموزی، اشتغال و کارآفرینی در کشور ارائه می‌شود. متن خبر در این ستون ادامه دارد و جزئیات بیشتر درباره آموزش فنی و حرفه‌ای، مهارت‌آموزی، اشتغال و کارآفرینی در کشور ارائه می‌شود. متن خبر در این ستون ادامه دارد و جزئیات بیشتر درباره آموزش فنی و حرفه‌ای، مهارت‌آموزی، اشتغال و کارآفرینی در کشور ارائه می‌شود. متن خبر در این ستون ادامه دارد و جزئیات بیشتر درباره آموزش فنی و حرفه‌ای، (88, 372, 184, 422)
lead-body-col2: متن خبر در این ستون ادامه دارد و جزئیات بیشتر درباره آموزش فنی و حرفه‌ای، مهارت‌آموزی، اشتغال و کارآفرینی در کشور ارائه می‌شود. متن خبر در این ستون ادامه دارد و جزئیات بیشتر درباره آموزش فنی و حرفه‌ای، مهارت‌آموزی، اشتغال و کارآفرینی در کشور ارائه می‌شود. متن خبر در این ستون ادامه دارد و جزئیات بیشتر درباره آموزش فنی و حرفه‌ای، مهارت‌آموزی، اشتغال و کارآفرینی در کشور ارائه می‌شود. متن خبر در این ستون ادامه دارد و جزئیات بیشتر درباره آموزش فنی و حرفه‌ای، مهارت‌آموزی، اشتغال و کارآفرینی در کشور ارائه می‌شود. متن خبر در این ستون ادامه دارد و جزئیات بیشتر درباره آموزش فنی و حرفه‌ای، مهارت‌آموزی، اشتغال و کارآفرینی در کشور ارائه می‌شود. متن خبر در این ستون ادامه دارد و جزئیات بیشتر درباره آموزش فنی و حرفه‌ای، مهارت‌آموزی، اشتغال و کارآفرینی در کشور ارائه می‌شود. متن خبر در این ستون ادامه دارد و جزئیات بیشتر درباره آموزش فنی و حرفه‌ای، مهارت‌آموزی، اشتغال و کارآفرینی در کشور ارائه می‌شود. متن خبر در این ستون ادامه دارد و جزئیات بیشتر درباره آموزش فنی و حرفه‌ای، مهارت‌آموزی، اشتغال و کارآفرینی در کشور ارائه می‌شود. متن خبر در این ستون ادامه دارد و جزئیات بیشتر درباره آموزش فنی و حرفه‌ای، مهارت‌آموزی، اشتغال و کارآفرینی در کشور ارائه می‌شود. متن خبر در این ستون ادامه دارد و جزئیات بیشتر درباره آموزش فنی و حرفه‌ای، مهارت‌آموزی، اشتغال و کارآفرینی در کشور ارائه می‌شود. متن خبر در این ستون ادامه دارد و جزئیات بیشتر درباره آموزش فنی و حرفه‌ای، مهارت‌آموزی، اشتغال و کارآفرینی در کشور ارائه می‌شود. متن خبر در این ستون ادامه دارد و جزئیات بیشتر درباره آموزش فنی و حرفه‌ای، مهارت‌آموزی، اشتغال و کارآفرینی در کشور ارائه می‌شود. متن خبر در این ستون ادامه دارد و جزئیات بیشتر درباره آموزش فنی و حرفه‌ای، مهارت‌آموزی، اشتغال و کارآفرینی در کشور ارائه می‌شود. متن خبر در این ستون ادامه دارد و جزئیات بیشتر درباره آموزش فنی و حرفه‌ای، مهارت‌آموزی، اشتغال و کارآفرینی در کشور ارائه می‌شود. (86, 80, 176, 215)
column-rule (82, 36, 83, 796)
story3-body-col3: متن خبر در این ستون ادامه دارد و جزئیات بیشتر درباره آموزش فنی و حرفه‌ای، مهارت‌آموزی، اشتغال و کارآفرینی در کشور ارائه می‌شود. متن خبر در این ستون ادامه دارد و جزئیات بیشتر درباره آموزش فنی و حرفه‌ای، مهارت‌آموزی، اشتغال و کارآفرینی در کشور ارائه می‌شود. متن خبر در این ستون ادامه دارد و جزئیات بیشتر درباره آموزش فنی و حرفه‌ای، مهارت‌آموزی، اشتغال و کارآفرینی در کشور ارائه می‌شود. متن خبر در این ستون ادامه دارد و جزئیات بیشتر درباره آموزش فنی و حرفه‌ای، مهارت‌آموزی، اشتغال و کارآفرینی در کشور ارائه می‌شود. متن خبر در این ستون ادامه دارد و جزئیات بیشتر درباره آموزش فنی و حرفه‌ای، مهارت‌آموزی، اشتغال و کارآفرینی در کشور ارائه می‌شود. متن خبر در این ستون ادامه دارد و جزئیات بیشتر درباره آموزش فنی و حرفه‌ای، مهارت‌آموزی، اشتغال و کارآفرینی در کشور ارائه می‌شود. متن خبر در این ستون ادامه دارد و جزئیات بیشتر درباره آموزش فنی و حرفه‌ای، مهارت‌آموزی، اشتغال و کارآفرینی در کشور ارائه می‌شود. متن خبر در این ستون ادامه دارد و جزئیات بیشتر درباره آموزش فنی و حرفه‌ای، مهارت‌آموزی، اشتغال و کارآفرینی در کشور ارائه می‌شود. متن خبر در این ستون ادامه دارد و جزئیات بیشتر درباره آموزش فنی و حرفه‌ای، مهارت‌آموزی، اشتغال و کارآفرینی در کشور ارائه می‌شود. متن خبر در این ستون ادامه دارد و جزئیات بیشتر درباره آموزش فنی و حرفه‌ای، مهارت‌آموزی، اشتغال و کارآفرینی در کشور ارائه می‌شود. متن خبر در این ستون ادامه دارد و جزئیات بیشتر درباره آموزش فنی و حرفه‌ای، مهارت‌آموزی، اشتغال و کارآفرینی در کشور ارائه می‌شود. متن خبر در این ستون ادامه دارد و جزئیات بیشتر درباره آموزش فنی و حرفه‌ای، مهارت‌آموزی، اشتغال و کارآفرینی در کشور ارائه می‌شود. متن خبر در این ستون ادامه دارد و جزئیات بیشتر درباره آموزش فنی و حرفه‌ای، مهارت‌آموزی، اشتغال و کارآفرینی در کشور ارائه می‌شود. متن خبر در این ستون ادامه دارد و جزئیات بیشتر درباره آموزش فنی و حرفه‌ای، مهارت‌آموزی، اشتغال و کارآفرینی در کشور ارائه می‌شود. (92, 452, 228, 538)
story2-body-col2: متن خبر در این ستون ادامه دارد و جزئیات بیشتر درباره آموزش فنی و حرفه‌ای، مهارت‌آموزی، اشتغال و کارآفرینی در کشور ارائه می‌شود. متن خبر در این ستون ادامه دارد و جزئیات بیشتر درباره آموزش فنی و حرفه‌ای، مهارت‌آموزی، اشتغال و کارآفرینی در کشور ارائه می‌شود. متن خبر در این ستون ادامه دارد و جزئیات بیشتر درباره آموزش فنی و حرفه‌ای، مهارت‌آموزی، اشتغال و کارآفرینی در کشور ارائه می‌شود. متن خبر در این ستون ادامه دارد و جزئیات بیشتر درباره آموزش فنی و حرفه‌ای، مهارت‌آموزی، اشتغال و کارآفرینی در کشور ارائه می‌شود. متن خبر در این ستون ادامه دارد و جزئیات بیشتر درباره آموزش فنی و حرفه‌ای، مهارت‌آموزی، اشتغال و کارآفرینی در کشور ارائه می‌شود. متن خبر در این ستون ادامه دارد و جزئیات بیشتر درباره آموزش فنی و حرفه‌ای، مهارت‌آموزی، اشتغال و کارآفرینی در کشور ارائه می‌شود. متن خبر در این ستون ادامه دارد و جزئیات بیشتر درباره آموزش فنی و حرفه‌ای، مهارت‌آموزی، اشتغال و کارآفرینی در کشور ارائه می‌شود. متن خبر در این ستون ادامه دارد و جزئیات بیشتر درباره آموزش فنی و حرفه‌ای، مهارت‌آموزی، اشتغال و کارآفرینی در کشور ارائه می‌شود. متن خبر در این ستون ادامه دارد و جزئیات بیشتر درباره آموزش فنی و حرفه‌ای، مهارت‌آموزی، اشتغال و کارآفرینی در کشور ارائه می‌شود. متن خبر در این ستون ادامه دارد و جزئیات بیشتر درباره آموزش فنی و حرفه‌ای، مهارت‌آموزی، اشتغال و کارآفرینی در کشور ارائه می‌شود. متن خبر در این ستون ادامه دارد و جزئیات بیشتر درباره آموزش فنی و حرفه‌ای، مهارت‌آموزی، اشتغال و کارآفرینی در کشور ارائه می‌شود. متن خبر در این ستون ادامه دارد و جزئیات بیشتر درباره آموزش فنی و حرفه‌ای، مهارت‌آموزی، اشتغال و کارآفرینی در کشور ارائه می‌شود. متن خبر در این ستون ادامه دارد و جزئیات بیشتر درباره آموزش فنی و حرفه‌ای، مهارت‌آموزی، اشتغال و کارآفرینی در کشور ارائه می‌شود. متن خبر در این ستون ادامه دارد و جزئیات بیشتر درباره آموزش فنی و حرفه‌ای، مهارت‌آموزی، اشتغال و کارآفرینی در کشور ارائه می‌شود. (188, 288, 326, 374)
story3-headline: حقوق و دستمزد زندانیان شاغل چقدر است؟ (158, 432, 382, 446)
